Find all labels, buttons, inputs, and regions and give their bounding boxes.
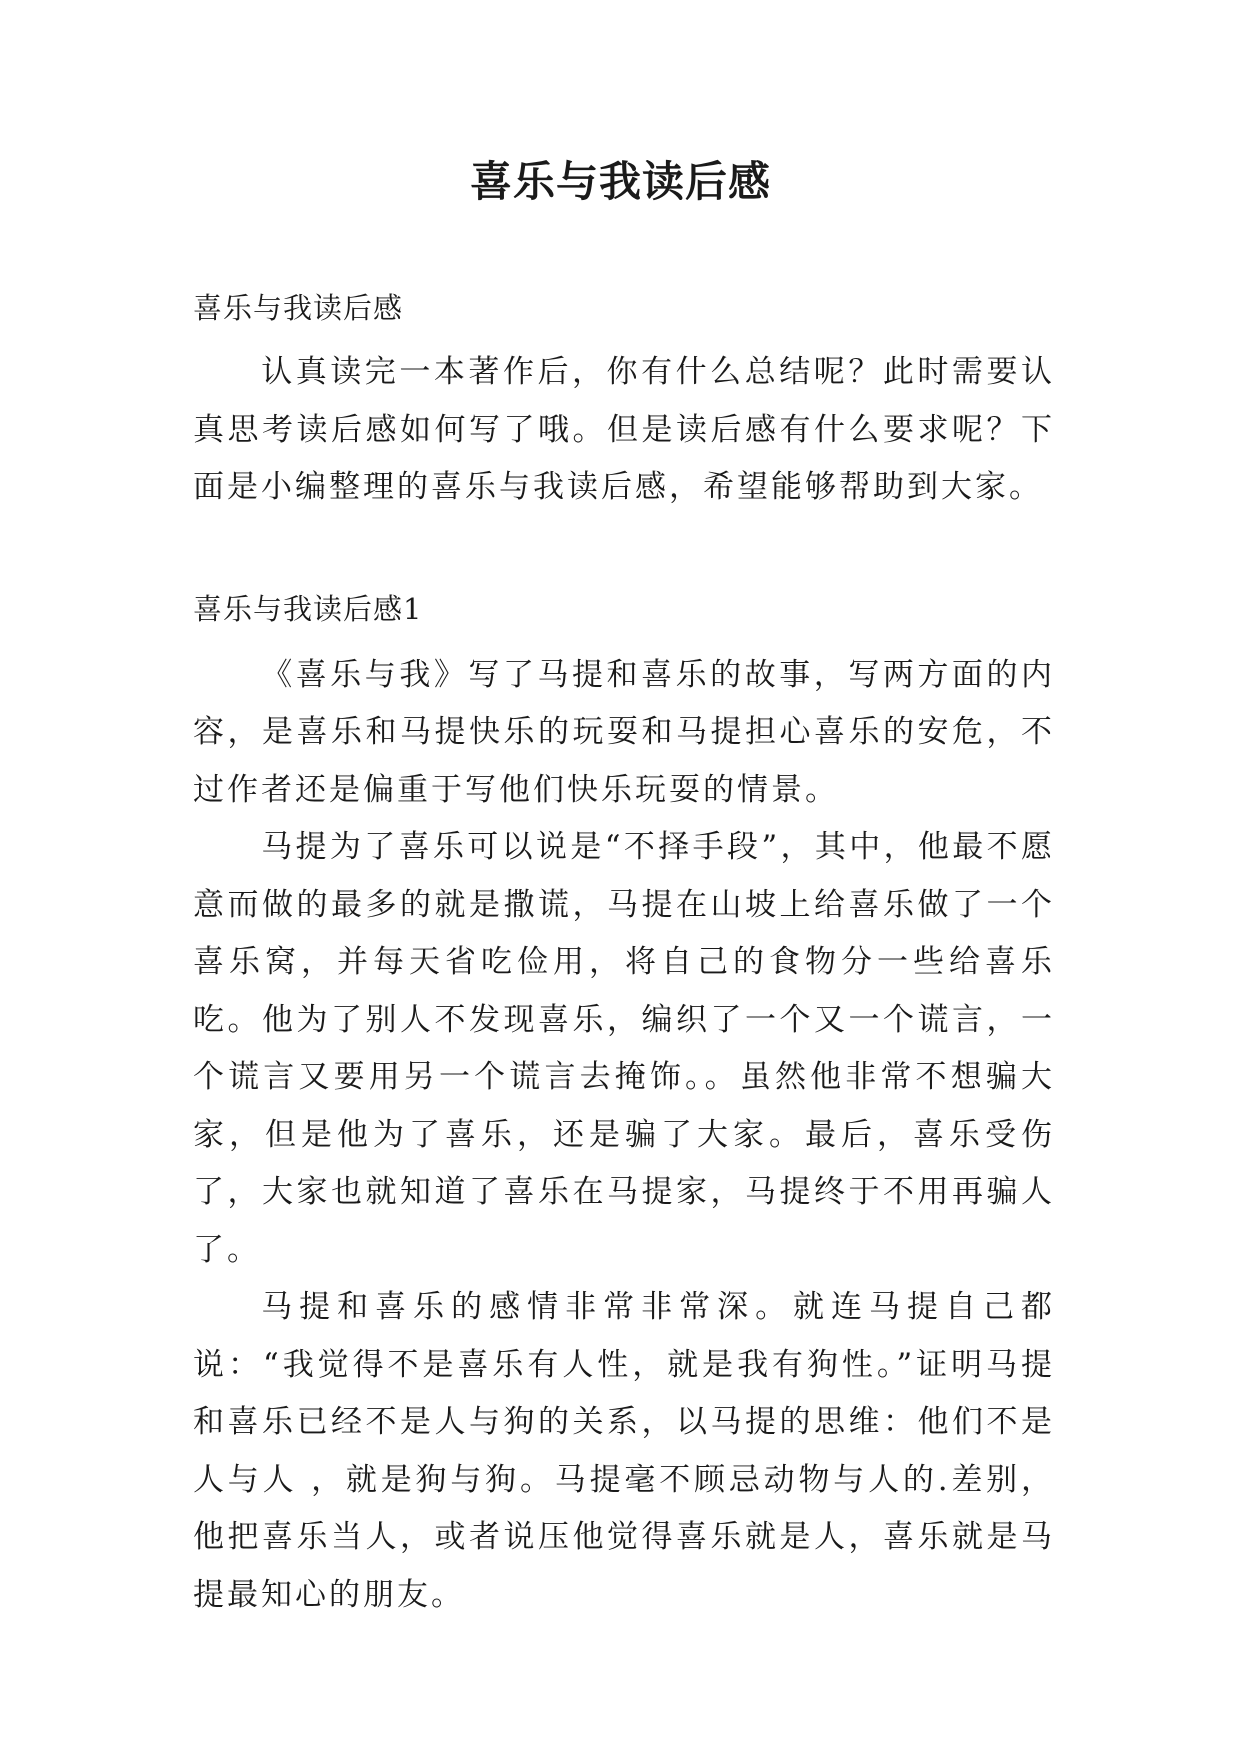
document-body bbox=[193, 288, 1055, 1624]
intro-heading: 喜乐与我读后感 bbox=[193, 291, 404, 325]
body-paragraph: 马提和喜乐的感情非常非常深。就连马提自己都说：“我觉得不是喜乐有人性，就是我有狗性。”证明马提和喜乐已经不是人与狗的关系，以马提的思维：他们不是人与人 ，就是狗与狗。马提毫不顾忌动物与人的.差别，他把喜乐当人，或者说压他觉得喜乐就是人，喜乐就是马提最知心的朋友。 bbox=[193, 1289, 1055, 1613]
section-heading: 喜乐与我读后感1 bbox=[193, 591, 423, 626]
intro-paragraph: 认真读完一本著作后，你有什么总结呢？此时需要认真思考读后感如何写了哦。但是读后感有什么要求呢？下面是小编整理的喜乐与我读后感，希望能够帮助到大家。 bbox=[193, 354, 1055, 505]
body-paragraph: 《喜乐与我》写了马提和喜乐的故事，写两方面的内容，是喜乐和马提快乐的玩耍和马提担心喜乐的安危，不过作者还是偏重于写他们快乐玩耍的情景。 bbox=[193, 656, 1055, 808]
document-title: 喜乐与我读后感 bbox=[469, 157, 771, 206]
body-paragraph: 马提为了喜乐可以说是“不择手段”，其中，他最不愿意而做的最多的就是撒谎，马提在山坡上给喜乐做了一个喜乐窝，并每天省吃俭用，将自己的食物分一些给喜乐吃。他为了别人不发现喜乐，编织了一个又一个谎言，一个谎言又要用另一个谎言去掩饰。。虽然他非常不想骗大家，但是他为了喜乐，还是骗了大家。最后，喜乐受伤了，大家也就知道了喜乐在马提家，马提终于不用再骗人了。 bbox=[193, 829, 1055, 1268]
